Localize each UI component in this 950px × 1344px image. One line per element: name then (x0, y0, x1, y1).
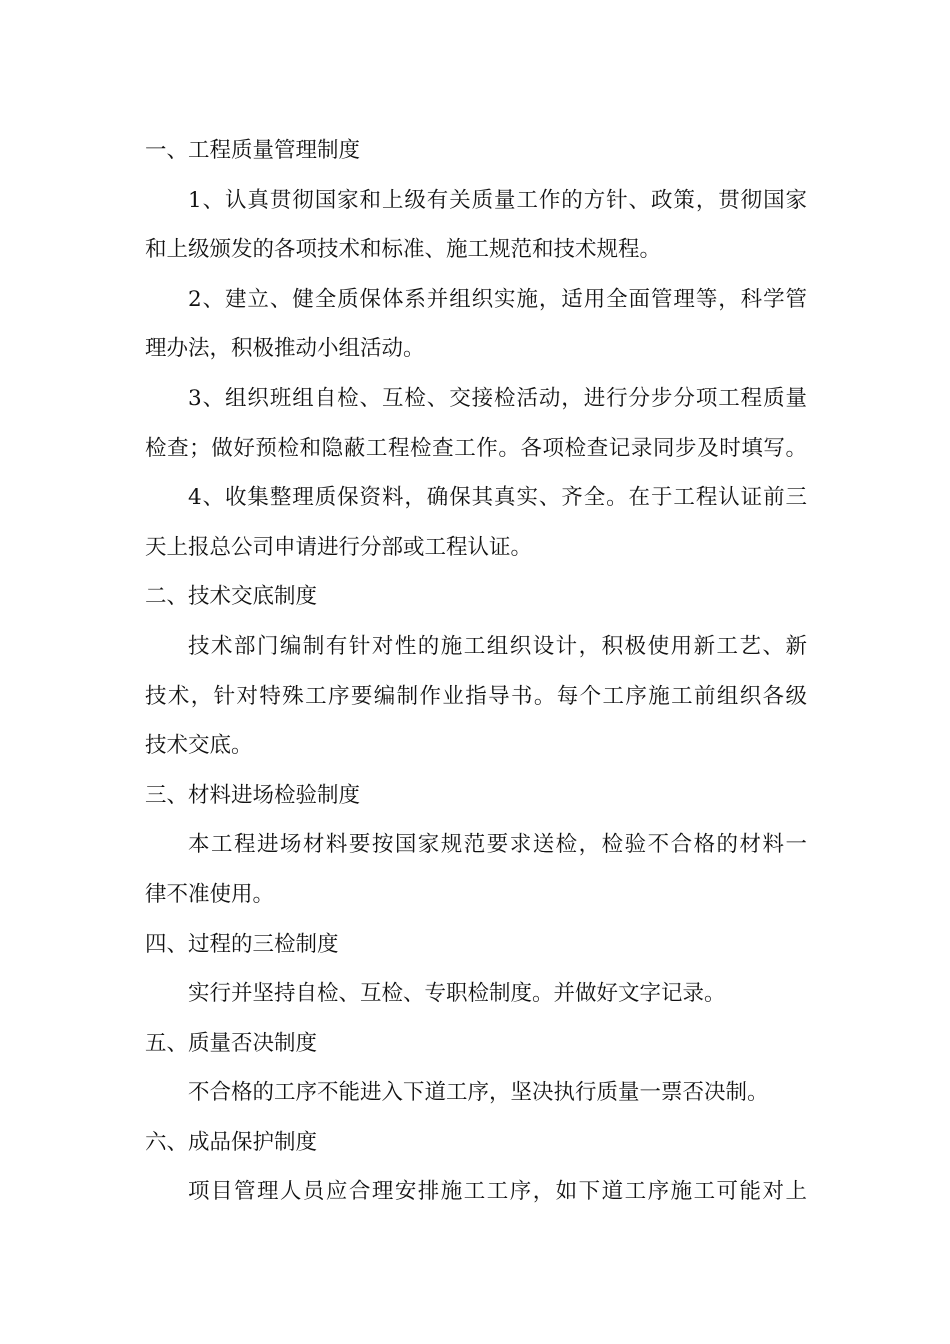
paragraph-line: 项目管理人员应合理安排施工工序，如下道工序施工可能对上 (188, 1179, 807, 1205)
paragraph-line: 本工程进场材料要按国家规范要求送检，检验不合格的材料一 (188, 832, 807, 858)
paragraph-line: 技术交底。 (145, 733, 253, 759)
paragraph-line: 3、组织班组自检、互检、交接检活动，进行分步分项工程质量 (188, 385, 807, 411)
paragraph-line: 实行并坚持自检、互检、专职检制度。并做好文字记录。 (188, 981, 726, 1007)
paragraph-line: 1、认真贯彻国家和上级有关质量工作的方针、政策，贯彻国家 (188, 187, 807, 213)
paragraph-line: 和上级颁发的各项技术和标准、施工规范和技术规程。 (145, 237, 662, 263)
paragraph-line: 天上报总公司申请进行分部或工程认证。 (145, 534, 533, 560)
section-heading: 三、材料进场检验制度 (145, 782, 361, 808)
section-heading: 六、成品保护制度 (145, 1129, 318, 1155)
paragraph-line: 2、建立、健全质保体系并组织实施，适用全面管理等，科学管 (188, 286, 807, 312)
paragraph-line: 4、收集整理质保资料，确保其真实、齐全。在于工程认证前三 (188, 485, 807, 511)
paragraph-line: 技术，针对特殊工序要编制作业指导书。每个工序施工前组织各级 (145, 683, 807, 709)
section-heading: 二、技术交底制度 (145, 584, 318, 610)
paragraph-line: 不合格的工序不能进入下道工序，坚决执行质量一票否决制。 (188, 1080, 769, 1106)
paragraph-line: 检查；做好预检和隐蔽工程检查工作。各项检查记录同步及时填写。 (145, 435, 807, 461)
section-heading: 一、工程质量管理制度 (145, 138, 361, 163)
section-heading: 四、过程的三检制度 (145, 931, 339, 957)
paragraph-line: 律不准使用。 (145, 881, 275, 907)
document-body (145, 126, 807, 1217)
paragraph-line: 技术部门编制有针对性的施工组织设计，积极使用新工艺、新 (188, 633, 807, 659)
paragraph-line: 理办法，积极推动小组活动。 (145, 336, 425, 362)
section-heading: 五、质量否决制度 (145, 1030, 318, 1056)
